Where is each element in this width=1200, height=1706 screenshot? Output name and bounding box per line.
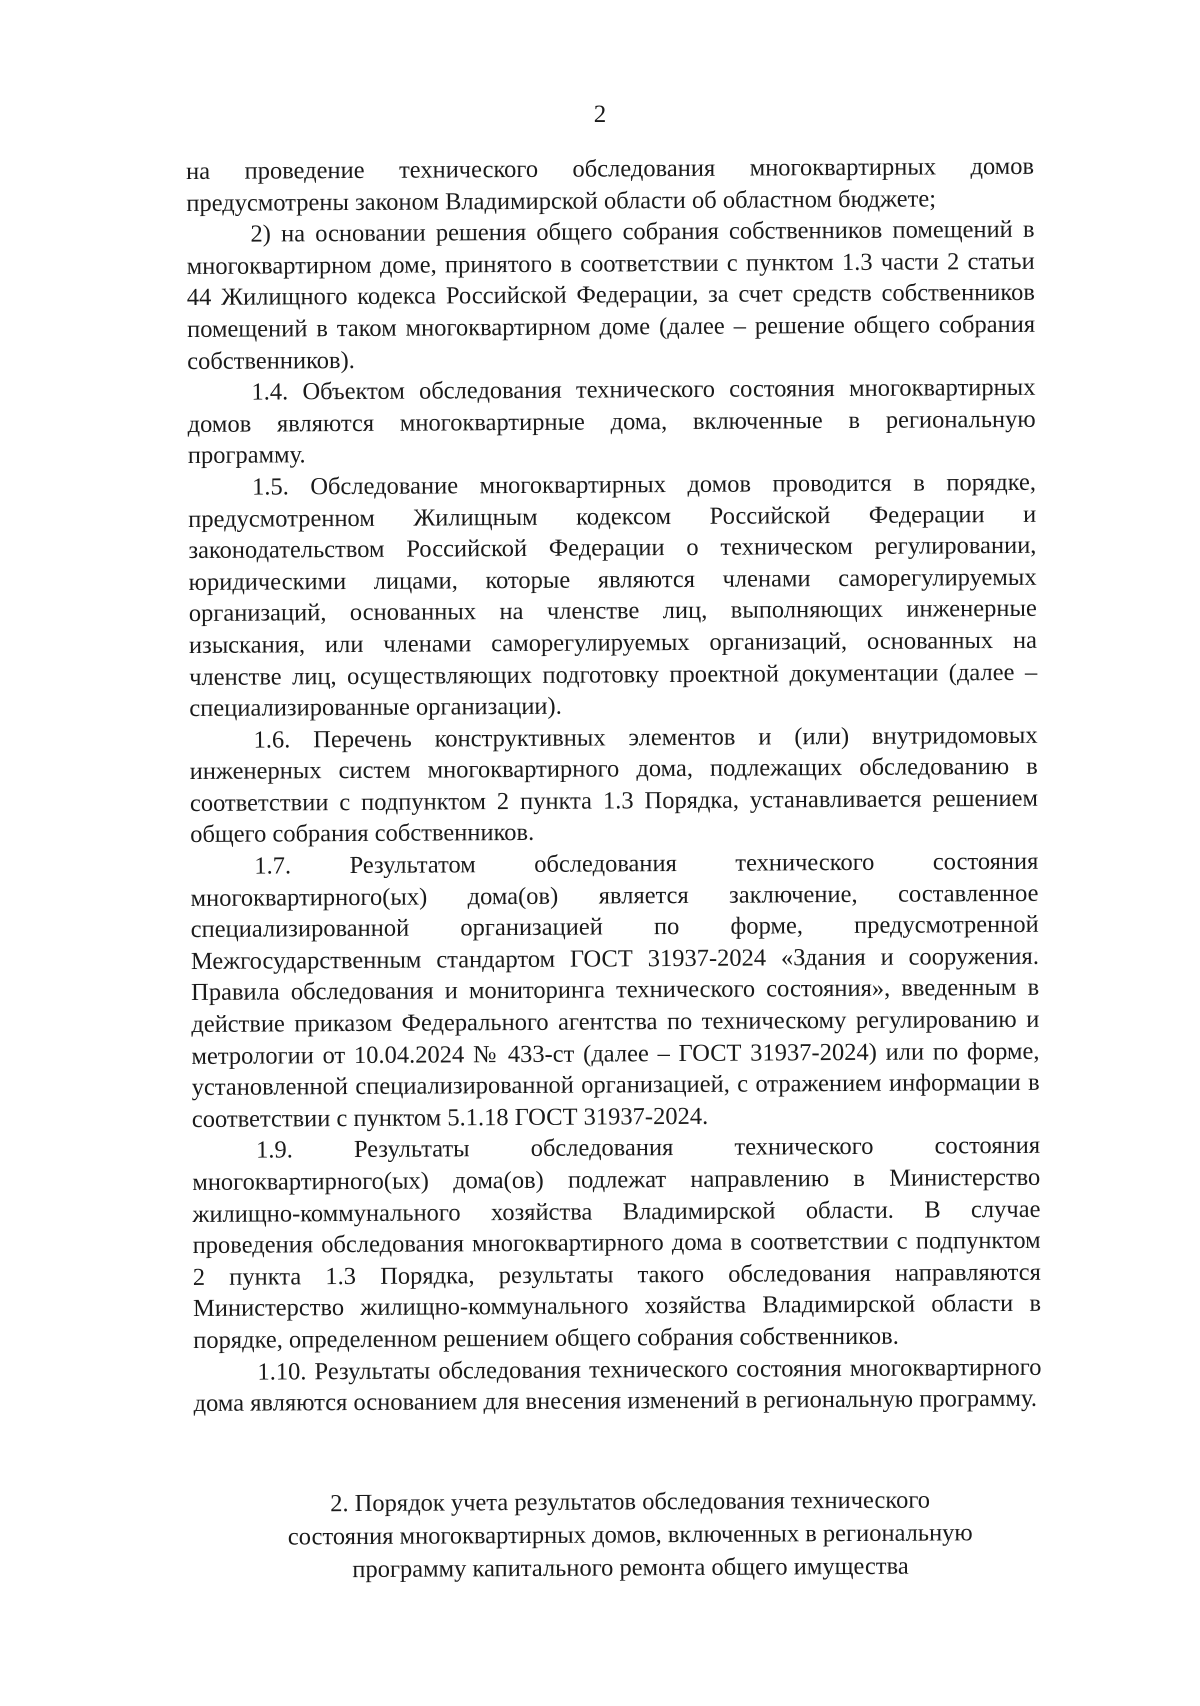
paragraph-1-5: 1.5. Обследование многоквартирных домов проводится в порядке, предусмотренном Жилищным кодексом Российской Федерации и законодательством Российской Федерации о техническом регулировании, юридическими лицами, которые являются членами саморегулируемых организаций, основанных на членстве лиц, выполняющих инженерные изыскания, или членами саморегулируемых организаций, основанных на членстве лиц, осуществляющих подготовку проектной документации (далее – специализированные организации).: [188, 468, 1038, 723]
section-heading-line: программу капитального ремонта общего имущества: [352, 1552, 909, 1584]
section-heading-line: состояния многоквартирных домов, включенных в региональную: [287, 1519, 973, 1551]
paragraph-continuation: на проведение технического обследования многоквартирных домов предусмотрены законом Владимирской области об областном бюджете;: [186, 152, 1035, 217]
paragraph-1-10: 1.10. Результаты обследования технического состояния многоквартирного дома являются основанием для внесения изменений в региональную программу.: [193, 1353, 1042, 1418]
paragraph-1-7: 1.7. Результатом обследования технического состояния многоквартирного(ых) дома(ов) является заключение, составленное специализированной организацией по форме, предусмотренной Межгосударственным стандартом ГОСТ 31937-2024 «Здания и сооружения. Правила обследования и мониторинга технического состояния», введенным в действие приказом Федерального агентства по техническому регулированию и метрологии от 10.04.2024 № 433-ст (далее – ГОСТ 31937-2024) или по форме, установленной специализированной организацией, с отражением информации в соответствии с пунктом 5.1.18 ГОСТ 31937-2024.: [190, 847, 1040, 1133]
page-number: 2: [593, 101, 607, 128]
paragraph-1-6: 1.6. Перечень конструктивных элементов и (или) внутридомовых инженерных систем многоквартирного дома, подлежащих обследованию в соответствии с подпунктом 2 пункта 1.3 Порядка, устанавливается решением общего собрания собственников.: [189, 721, 1039, 849]
section-2-heading: [200, 1483, 1061, 1587]
paragraph-1-4: 1.4. Объектом обследования технического состояния многоквартирных домов являются многоквартирные дома, включенные в региональную программу.: [187, 373, 1036, 470]
document-body: [186, 151, 1042, 1420]
paragraph-item-2: 2) на основании решения общего собрания собственников помещений в многоквартирном доме, принятого в соответствии с пунктом 1.3 части 2 статьи 44 Жилищного кодекса Российской Федерации, за счет средств собственников помещений в таком многоквартирном доме (далее – решение общего собрания собственников).: [186, 216, 1036, 375]
paragraph-1-9: 1.9. Результаты обследования технического состояния многоквартирного(ых) дома(ов) подлежат направлению в Министерство жилищно-коммунального хозяйства Владимирской области. В случае проведения обследования многоквартирного дома в соответствии с подпунктом 2 пункта 1.3 Порядка, результаты такого обследования направляются Министерство жилищно-коммунального хозяйства Владимирской области в порядке, определенном решением общего собрания собственников.: [192, 1132, 1042, 1354]
section-heading-line: 2. Порядок учета результатов обследования технического: [330, 1486, 931, 1518]
